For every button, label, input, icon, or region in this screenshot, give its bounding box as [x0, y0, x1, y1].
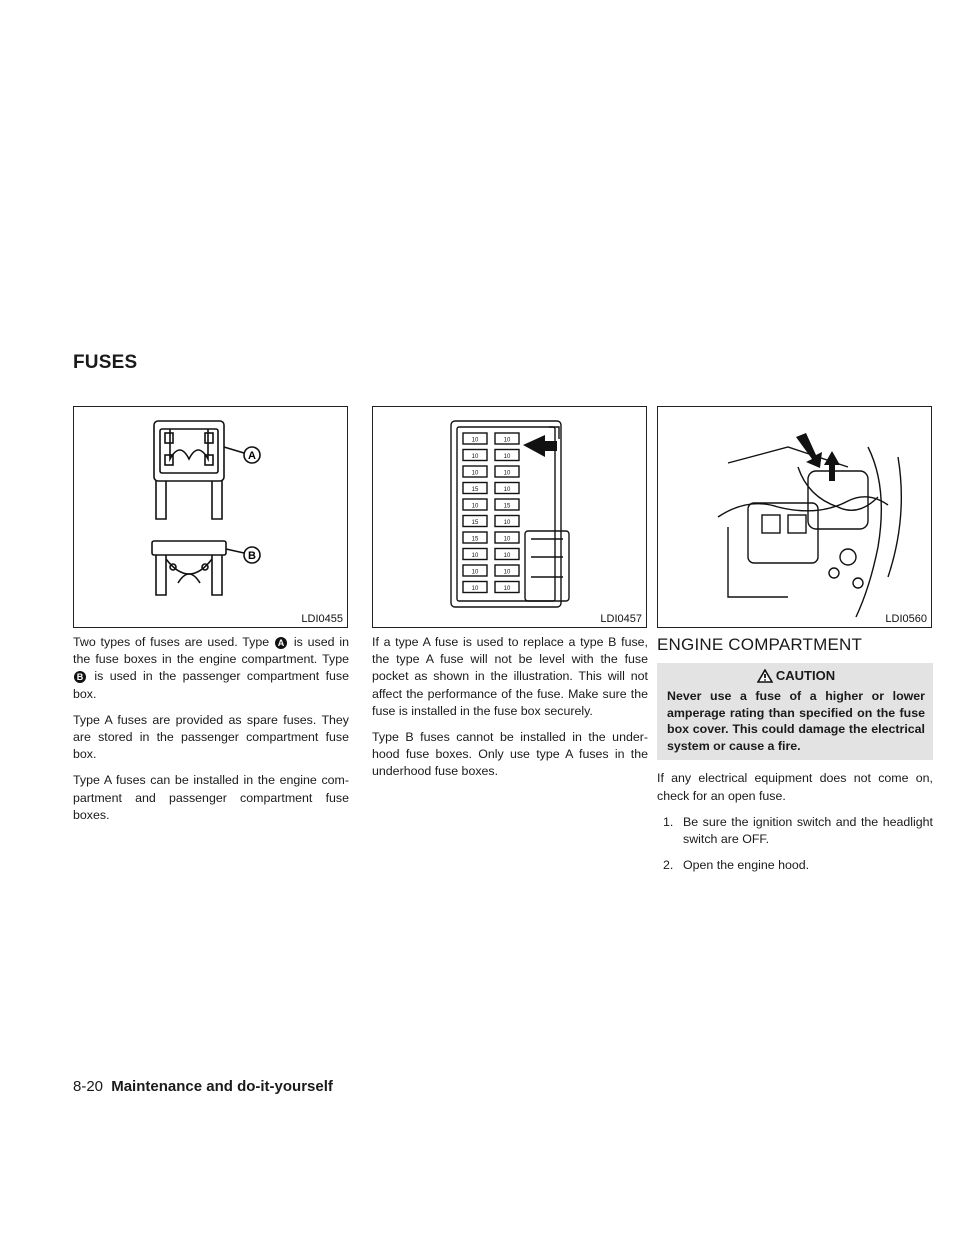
- fuse-value-label: 10: [503, 553, 511, 559]
- fuse-column-left: [463, 433, 487, 593]
- figure-engine-compartment: [657, 406, 932, 628]
- fuse-value-label: 15: [471, 520, 479, 526]
- steps-list: [657, 814, 933, 875]
- caution-text: Never use a fuse of a higher or lower amperage rating than specified on the fuse box cover. This could damage the electrical system or cause a fire.: [667, 689, 925, 753]
- fuse-box-illustration: [373, 407, 645, 625]
- fuse-b-body: [152, 541, 226, 555]
- arrow-icon: [523, 435, 557, 457]
- fuse-value-label: 10: [503, 586, 511, 592]
- paragraph: Type B fuses cannot be installed in the under-hood fuse boxes. Only use type A fuses in the underhood fuse boxes.: [372, 730, 648, 779]
- engine-compartment-illustration: [658, 407, 930, 625]
- fuse-value-label: 10: [471, 454, 479, 460]
- fuse-value-label: 15: [471, 536, 479, 543]
- warning-icon: [757, 669, 773, 683]
- paragraph: If a type A fuse is used to replace a type B fuse, the type A fuse will not be level with the fuse pocket as shown in the illustration. This will not affect the performance of the fuse. Make sure the fuse is installed in the fuse box securely.: [372, 635, 648, 718]
- subheading: ENGINE COMPARTMENT: [657, 635, 863, 654]
- list-item: 2. Open the engine hood.: [663, 858, 810, 873]
- figure-caption: LDI0455: [301, 613, 343, 625]
- fuse-value-label: 10: [503, 437, 511, 444]
- fuse-value-label: 10: [471, 437, 479, 444]
- fuse-a-body: [154, 421, 224, 481]
- chapter-title: Maintenance and do-it-yourself: [111, 1078, 333, 1095]
- badge-b: B: [74, 671, 86, 683]
- fuse-value-label: 10: [503, 487, 511, 493]
- column-1: [73, 634, 349, 833]
- badge-a: A: [275, 637, 287, 649]
- fuse-value-label: 10: [503, 536, 511, 543]
- fuse-value-label: 15: [471, 487, 479, 493]
- fuse-value-label: 10: [471, 586, 479, 592]
- section-title: FUSES: [73, 352, 138, 373]
- paragraph: Two types of fuses are used. Type A is used in the fuse boxes in the engine compartment. Type B is used in the passenger compartment fuse box.: [73, 635, 349, 701]
- fuse-value-label: 10: [471, 569, 479, 576]
- fuse-value-label: 10: [471, 503, 479, 510]
- figure-fuse-types: [73, 406, 348, 628]
- label-a: A: [248, 450, 256, 462]
- label-b: B: [248, 550, 256, 562]
- fuse-types-illustration: [74, 407, 346, 625]
- column-2: [372, 634, 648, 790]
- fuse-value-label: 10: [503, 520, 511, 526]
- column-3: [657, 634, 933, 883]
- fuse-value-label: 10: [471, 470, 479, 477]
- paragraph: Type A fuses are provided as spare fuses. They are stored in the passenger compartment fuse box.: [73, 712, 349, 762]
- fuse-value-label: 10: [503, 569, 511, 576]
- list-item: 1. Be sure the ignition switch and the headlight switch are OFF.: [663, 814, 933, 847]
- fuse-column-right: [495, 433, 519, 593]
- fuse-value-label: 10: [471, 553, 479, 559]
- page-footer: [73, 1078, 333, 1095]
- figure-caption: LDI0457: [600, 613, 642, 625]
- arrow-icon: [824, 451, 840, 481]
- fuse-value-label: 10: [503, 470, 511, 477]
- figure-caption: LDI0560: [885, 613, 927, 625]
- fuse-value-label: 15: [503, 503, 511, 510]
- caution-box: [657, 663, 933, 760]
- figure-fuse-box: [372, 406, 647, 628]
- paragraph: If any electrical equipment does not come on, check for an open fuse.: [657, 771, 933, 803]
- fuse-value-label: 10: [503, 454, 511, 460]
- paragraph: Type A fuses can be installed in the engine com-partment and passenger compartment fuse boxes.: [73, 773, 349, 822]
- page-number: 8-20: [73, 1078, 104, 1095]
- caution-label: CAUTION: [775, 668, 836, 684]
